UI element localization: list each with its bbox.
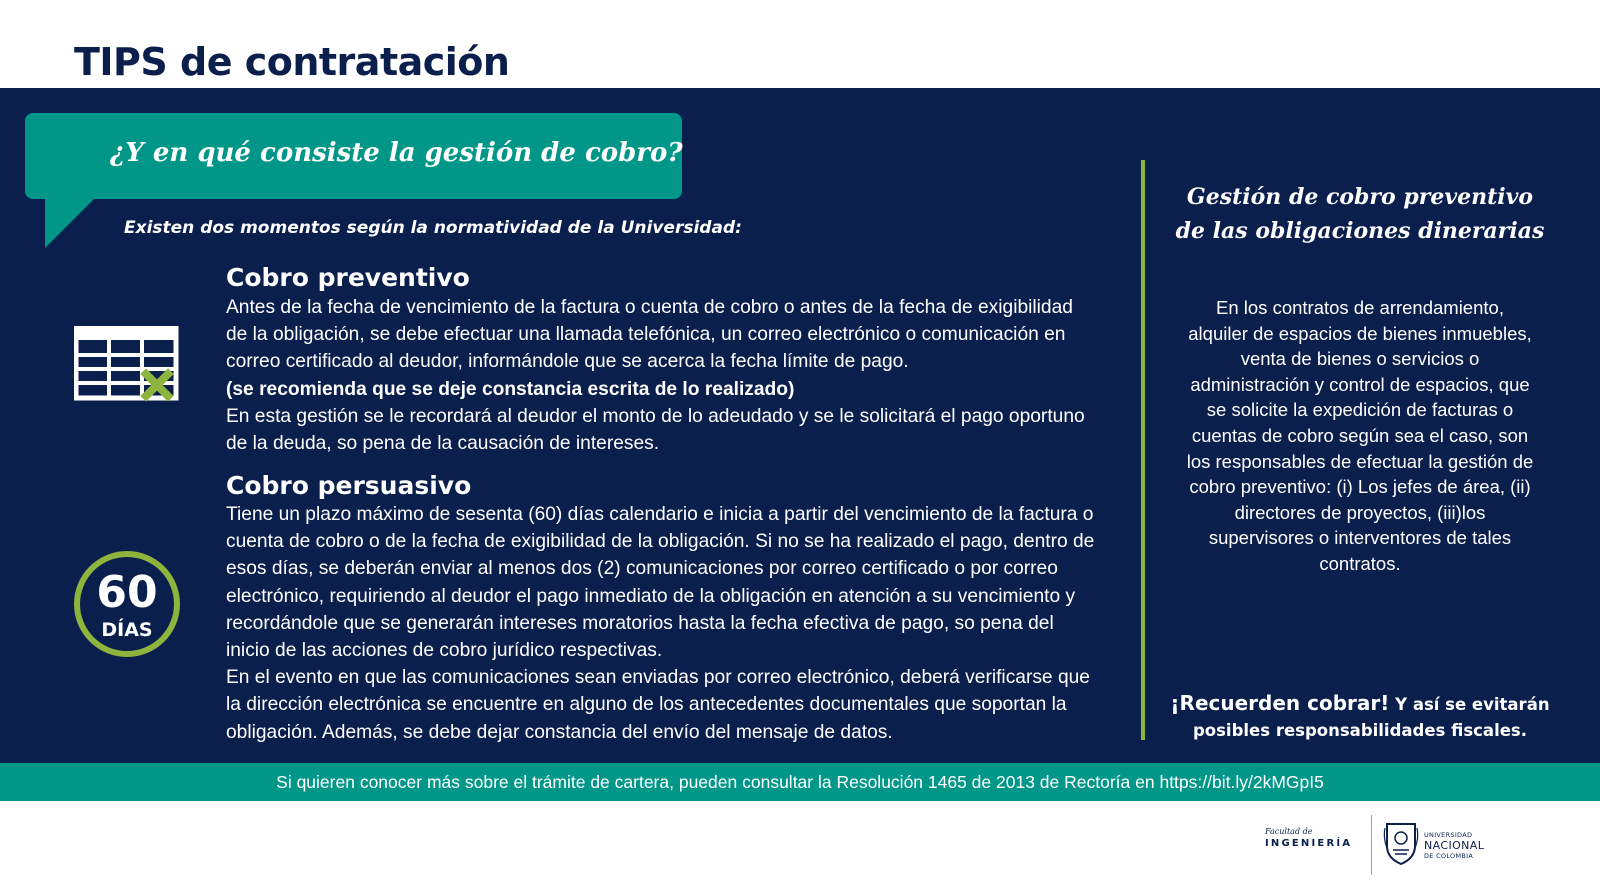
- university-shield-icon: [1383, 818, 1419, 866]
- section-heading-cobro-preventivo: Cobro preventivo: [226, 263, 470, 292]
- sixty-days-badge-icon: [74, 551, 180, 657]
- badge-label: DÍAS: [101, 619, 153, 641]
- paragraph: Tiene un plazo máximo de sesenta (60) días calendario e inicia a partir del vencimiento de la factura o cuenta de cobro o de la fecha de exigibilidad de la obligación. Si no se ha realizado el pago, dentro de esos días, se deberán enviar al menos dos (2) comunicaciones por correo certificado o por correo electrónico, requiriendo al deudor el pago inmediato de la obligación en atención a su vencimiento y recordándole que se generarán intereses moratorios hasta la fecha efectiva de pago, so pena del inicio de las acciones de cobro jurídico respectivas.: [226, 504, 1095, 662]
- paragraph: En esta gestión se le recordará al deudor el monto de lo adeudado y se le solicitará el pago oportuno de la deuda, so pena de la causación de intereses.: [226, 405, 1085, 455]
- paragraph: En el evento en que las comunicaciones sean enviadas por correo electrónico, deberá verificarse que la dirección electrónica se encuentre en alguno de los antecedentes documentales que soportan la obligación. Además, se debe dejar constancia del envío del mensaje de datos.: [226, 667, 1090, 743]
- speech-bubble-tail: [45, 198, 95, 248]
- vertical-divider: [1141, 160, 1145, 740]
- callout-rest: Y así se evitarán posibles responsabilidades fiscales.: [1192, 695, 1550, 740]
- logo-divider: [1371, 815, 1372, 875]
- university-line1: UNIVERSIDAD: [1424, 831, 1473, 839]
- section-heading-cobro-persuasivo: Cobro persuasivo: [226, 471, 472, 500]
- paragraph: Antes de la fecha de vencimiento de la factura o cuenta de cobro o antes de la fecha de exigibilidad de la obligación, se debe efectuar una llamada telefónica, un correo electrónico o comunicación en correo certificado al deudor, informándole que se acerca la fecha límite de pago.: [226, 297, 1073, 373]
- page-title: TIPS de contratación: [74, 40, 510, 84]
- sidebar-body: En los contratos de arrendamiento, alquiler de espacios de bienes inmuebles, venta de bienes o servicios o administración y control de espacios, que se solicite la expedición de facturas o cuentas de cobro según sea el caso, son los responsables de efectuar la gestión de cobro preventivo: (i) Los jefes de área, (ii) directores de proyectos, (iii)los supervisores o interventores de tales contratos.: [1186, 297, 1534, 574]
- university-logo-text: [1424, 831, 1484, 860]
- faculty-logo-top: Facultad de: [1265, 827, 1313, 836]
- intro-text: Existen dos momentos según la normatividad de la Universidad:: [124, 218, 742, 238]
- section-body-cobro-preventivo: [226, 294, 1096, 457]
- university-line2: NACIONAL: [1424, 839, 1485, 852]
- university-line3: DE COLOMBIA: [1424, 852, 1474, 860]
- footer-text: Si quieren conocer más sobre el trámite de cartera, pueden consultar la Resolución 1465 de 2013 de Rectoría en https://bit.ly/2kMGpI5: [276, 772, 1324, 792]
- section-body-cobro-persuasivo: [226, 501, 1096, 746]
- callout-emphasis: ¡Recuerden cobrar!: [1170, 691, 1390, 715]
- sidebar-title: Gestión de cobro preventivo de las obligaciones dinerarias: [1175, 184, 1545, 244]
- badge-number: 60: [96, 567, 158, 618]
- spreadsheet-check-icon: [74, 326, 182, 408]
- bubble-question: ¿Y en qué consiste la gestión de cobro?: [110, 138, 683, 168]
- faculty-logo-bottom: INGENIERÍA: [1265, 838, 1353, 849]
- recommendation-note: (se recomienda que se deje constancia escrita de lo realizado): [226, 378, 795, 400]
- faculty-logo: [1265, 827, 1352, 849]
- sidebar-callout: [1170, 690, 1550, 744]
